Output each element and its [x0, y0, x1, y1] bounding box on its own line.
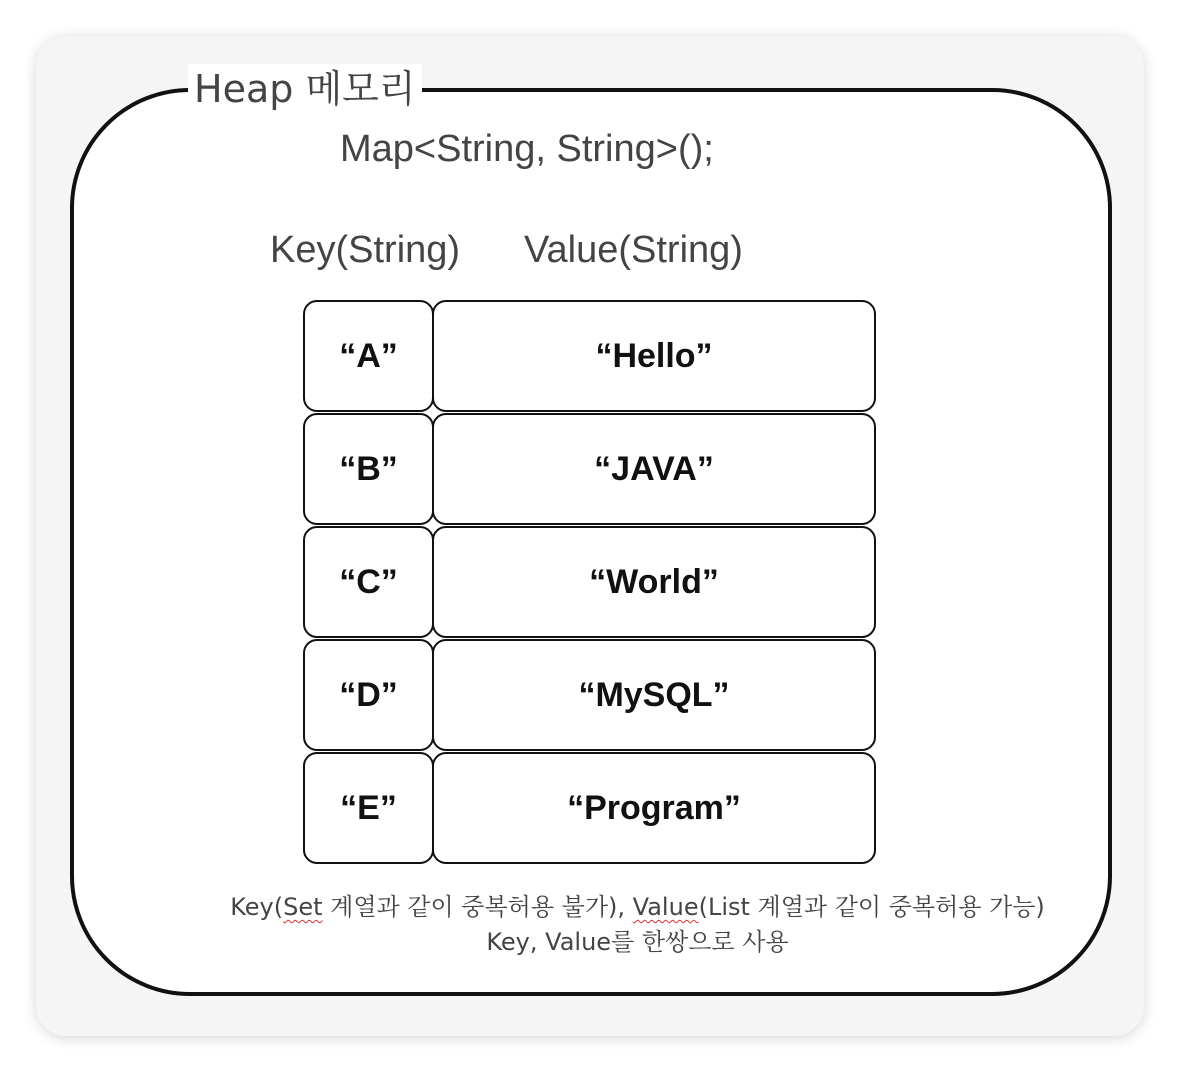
value-cell: “Program” [432, 752, 876, 864]
note-key-prefix: Key( [230, 893, 284, 921]
note-value-rule: (List 계열과 같이 중복허용 가능) [698, 893, 1045, 921]
note-set-word: Set [283, 893, 323, 921]
key-column-header: Key(String) [270, 229, 461, 271]
value-cell: “MySQL” [432, 639, 876, 751]
value-cell: “World” [432, 526, 876, 638]
key-cell: “A” [303, 300, 434, 412]
key-cell: “D” [303, 639, 434, 751]
value-column-header: Value(String) [524, 229, 743, 271]
key-cell: “E” [303, 752, 434, 864]
key-cell: “B” [303, 413, 434, 525]
note-duplicate-rules [0, 890, 1180, 924]
map-declaration: Map<String, String>(); [340, 128, 714, 170]
note-value-word: Value [632, 893, 699, 921]
heap-memory-label: Heap 메모리 [188, 64, 422, 114]
key-cell: “C” [303, 526, 434, 638]
note-pair-usage: Key, Value를 한쌍으로 사용 [486, 928, 789, 956]
note-key-rule: 계열과 같이 중복허용 불가), [322, 893, 633, 921]
value-cell: “Hello” [432, 300, 876, 412]
value-cell: “JAVA” [432, 413, 876, 525]
